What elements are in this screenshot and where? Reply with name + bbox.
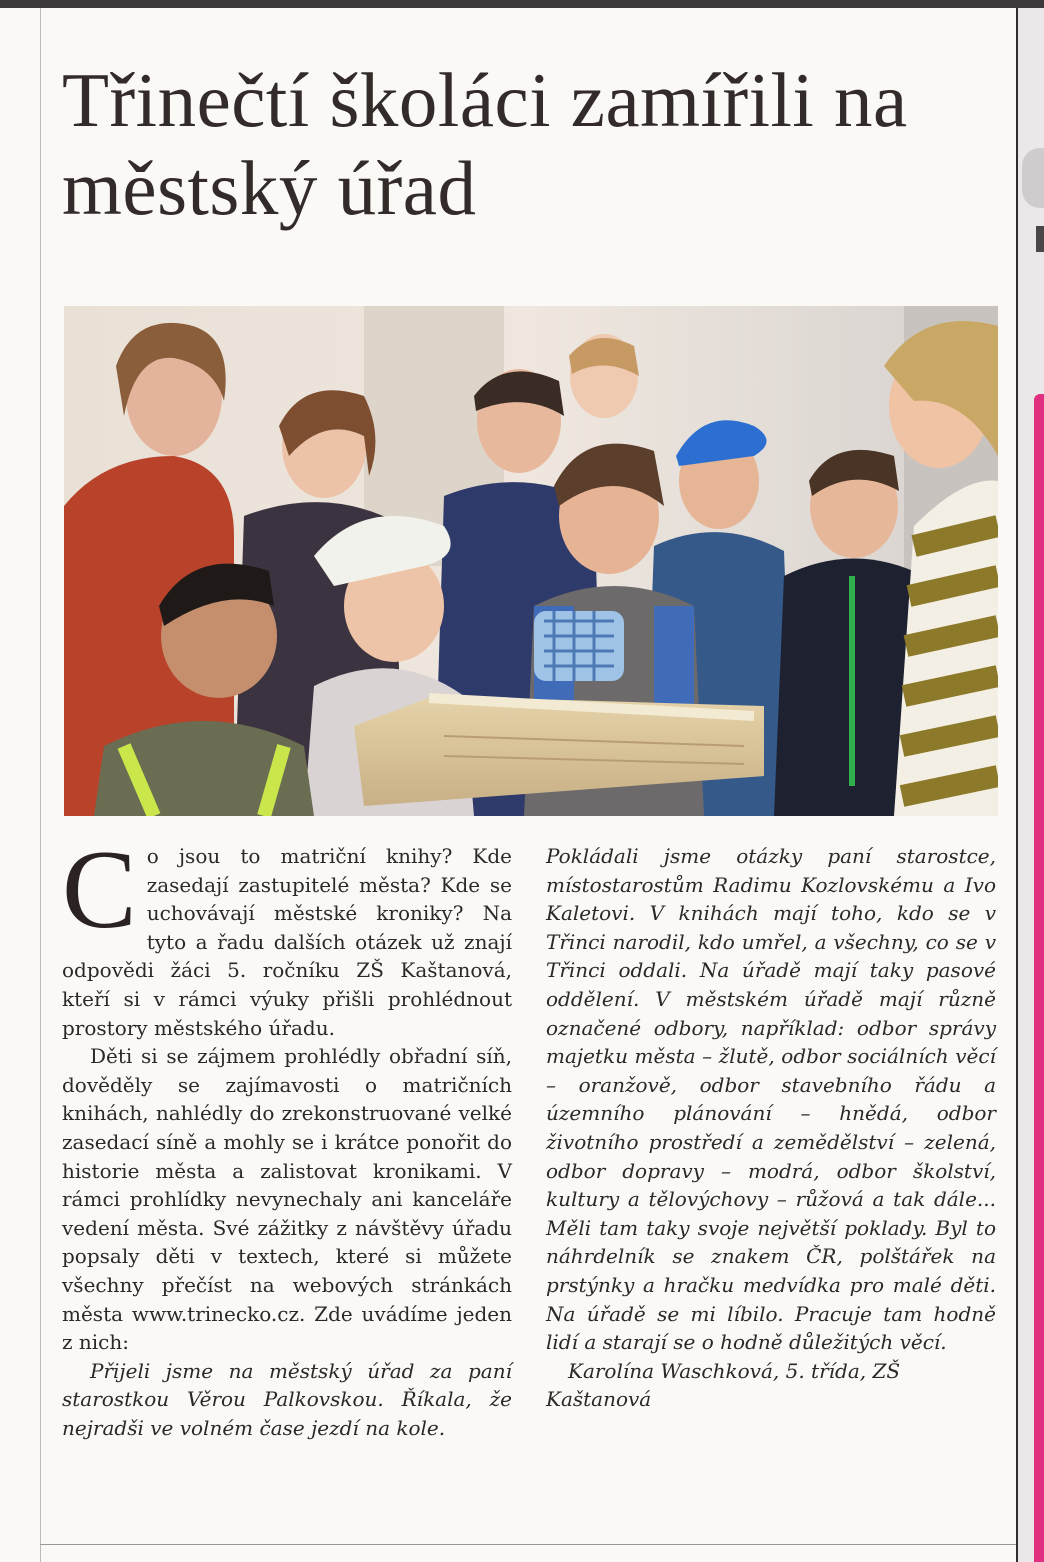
school-visit-photo [64, 306, 998, 816]
section-color-bar [1034, 394, 1044, 1562]
top-strip [0, 0, 1044, 8]
article-column-right [546, 842, 996, 1414]
page-gutter-rule [1016, 8, 1018, 1562]
bottom-rule [40, 1544, 1016, 1545]
photo-illustration [64, 306, 998, 816]
adjacent-page-tab [1022, 148, 1044, 208]
left-margin-rule [40, 8, 41, 1562]
student-quote-continued: Pokládali jsme otázky paní starostce, místostarostům Radimu Kozlovskému a Ivo Kaletovi. V knihách mají toho, kdo se v Třinci narodil, kdo umřel, a všechny, co se v Třinci oddali. Na úřadě mají taky pasové oddělení. V městském úřadě mají různě označené odbory, například: odbor správy majetku města – žlutě, odbor sociálních věcí – oranžově, odbor stavebního řádu a územního plánování – hnědá, odbor životního prostředí a zemědělství – zelená, odbor dopravy – modrá, odbor školství, kultury a tělovýchovy – růžová a tak dále... Měli tam taky svoje největší poklady. Byl to náhrdelník se znakem ČR, polštářek na prstýnky a hračku medvídka pro malé děti. Na úřadě se mi líbilo. Pracuje tam hodně lidí a starají se o hodně důležitých věcí. [546, 844, 996, 1355]
article-intro-paragraph [62, 828, 512, 1042]
student-quote-start: Přijeli jsme na městský úřad za paní starostkou Věrou Palkovskou. Říkala, že nejradši ve volném čase jezdí na kole. [62, 1358, 512, 1440]
drop-cap: C [62, 828, 137, 952]
article-paragraph: Děti si se zájmem prohlédly obřadní síň, dověděly se zajímavosti o matričních knihách, nahlédly do zrekonstruované velké zasedací síně a mohly se i krátce ponořit do historie města a zalistovat kronikami. V rámci prohlídky nevynechaly ani kanceláře vedení města. Své zážitky z návštěvy úřadu popsaly děti v textech, které si můžete všechny přečíst na webových stránkách města www.trinecko.cz. Zde uvádíme jeden z nich: [62, 1044, 512, 1355]
adjacent-page-mark [1036, 226, 1044, 252]
intro-text: o jsou to matriční knihy? Kde zasedají zastupitelé města? Kde se uchovávají městské kroniky? Na tyto a řadu dalších otázek už znají odpovědi žáci 5. ročníku ZŠ Kaštanová, kteří si v rámci výuky přišli prohlédnout prostory městského úřadu. [62, 844, 512, 1040]
article-headline: Třinečtí školáci zamířili na městský úřad [62, 57, 908, 231]
article-column-left [62, 828, 512, 1442]
article-signature: Karolína Waschková, 5. třída, ZŠ Kaštanová [546, 1358, 901, 1412]
